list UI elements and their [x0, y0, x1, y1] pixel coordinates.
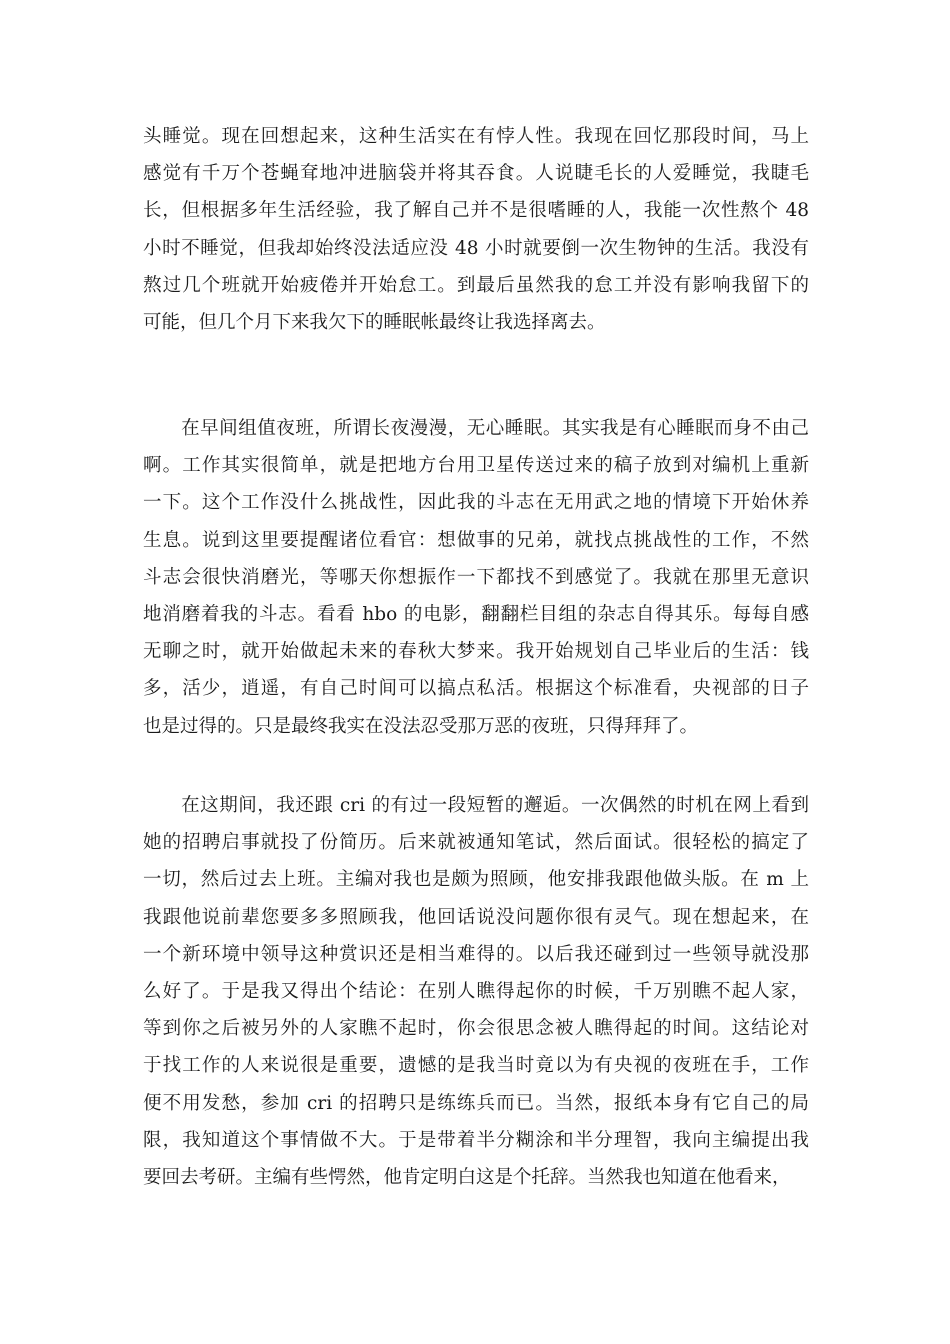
text-line: 感觉有千万个苍蝇耷地冲进脑袋并将其吞食。人说睫毛长的人爱睡觉，我睫毛: [143, 163, 809, 185]
text-line: 在这期间，我还跟 cri 的有过一段短暂的邂逅。一次偶然的时机在网上看到: [143, 795, 809, 816]
text-line: 啊。工作其实很简单，就是把地方台用卫星传送过来的稿子放到对编机上重新: [143, 455, 809, 477]
text-line: 斗志会很快消磨光，等哪天你想振作一下都找不到感觉了。我就在那里无意识: [143, 566, 809, 588]
text-line: 也是过得的。只是最终我实在没法忍受那万恶的夜班，只得拜拜了。: [143, 715, 699, 737]
text-line: 要回去考研。主编有些愕然，他肯定明白这是个托辞。当然我也知道在他看来，: [143, 1166, 791, 1188]
text-line: 她的招聘启事就投了份简历。后来就被通知笔试，然后面试。很轻松的搞定了: [143, 832, 809, 854]
paragraph-1: [143, 118, 809, 341]
text-line: 可能，但几个月下来我欠下的睡眠帐最终让我选择离去。: [143, 311, 606, 333]
text-line: 小时不睡觉，但我却始终没法适应没 48 小时就要倒一次生物钟的生活。我没有: [143, 237, 809, 259]
text-line: 一切，然后过去上班。主编对我也是颇为照顾，他安排我跟他做头版。在 m 上: [143, 869, 809, 891]
text-line: 在早间组值夜班，所谓长夜漫漫，无心睡眠。其实我是有心睡眠而身不由己: [143, 418, 809, 439]
text-line: 便不用发愁，参加 cri 的招聘只是练练兵而已。当然，报纸本身有它自己的局: [143, 1092, 809, 1114]
text-line: 生息。说到这里要提醒诸位看官：想做事的兄弟，就找点挑战性的工作，不然: [143, 529, 809, 551]
text-line: 多，活少，逍遥，有自己时间可以搞点私活。根据这个标准看，央视部的日子: [143, 678, 809, 700]
paragraph-2: [143, 410, 809, 745]
text-line: 头睡觉。现在回想起来，这种生活实在有悖人性。我现在回忆那段时间，马上: [143, 126, 809, 147]
paragraph-3: [143, 787, 809, 1196]
text-line: 无聊之时，就开始做起未来的春秋大梦来。我开始规划自己毕业后的生活：钱: [143, 641, 809, 663]
text-line: 地消磨着我的斗志。看看 hbo 的电影，翻翻栏目组的杂志自得其乐。每每自感: [143, 603, 809, 625]
text-line: 一个新环境中领导这种赏识还是相当难得的。以后我还碰到过一些领导就没那: [143, 943, 809, 965]
text-line: 我跟他说前辈您要多多照顾我，他回话说没问题你很有灵气。现在想起来，在: [143, 906, 809, 928]
text-line: 熬过几个班就开始疲倦并开始怠工。到最后虽然我的怠工并没有影响我留下的: [143, 274, 809, 296]
text-line: 一下。这个工作没什么挑战性，因此我的斗志在无用武之地的情境下开始休养: [143, 492, 809, 514]
text-line: 于找工作的人来说很是重要，遗憾的是我当时竟以为有央视的夜班在手，工作: [143, 1055, 809, 1077]
text-line: 等到你之后被另外的人家瞧不起时，你会很思念被人瞧得起的时间。这结论对: [143, 1018, 809, 1040]
text-line: 长，但根据多年生活经验，我了解自己并不是很嗜睡的人，我能一次性熬个 48: [143, 200, 809, 222]
text-line: 限，我知道这个事情做不大。于是带着半分糊涂和半分理智，我向主编提出我: [143, 1129, 809, 1151]
text-line: 么好了。于是我又得出个结论：在别人瞧得起你的时候，千万别瞧不起人家，: [143, 980, 809, 1002]
